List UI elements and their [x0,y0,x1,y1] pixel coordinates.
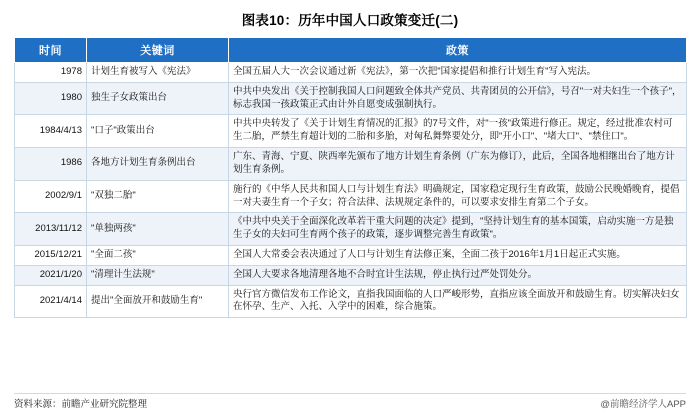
cell-keyword: 提出"全面放开和鼓励生育" [87,285,229,318]
cell-keyword: 独生子女政策出台 [87,82,229,115]
cell-keyword: 各地方计划生育条例出台 [87,148,229,181]
page-title: 图表10：历年中国人口政策变迁(二) [241,13,459,28]
policy-table [14,37,687,318]
cell-time: 1980 [15,82,87,115]
cell-policy: 全国人大常委会表决通过了人口与计划生育法修正案，全面二孩于2016年1月1日起正式实施。 [229,245,687,265]
cell-time: 1986 [15,148,87,181]
cell-policy: 全国五届人大一次会议通过新《宪法》，第一次把"国家提倡和推行计划生育"写入宪法。 [229,63,687,83]
cell-time: 2021/4/14 [15,285,87,318]
table-row [15,213,687,246]
column-header-policy: 政策 [229,38,687,63]
source-text: 资料来源：前瞻产业研究院整理 [14,399,148,410]
cell-policy: 央行官方微信发布工作论文，直指我国面临的人口严峻形势，直指应该全面放开和鼓励生育。切实解决妇女在怀孕、生产、入托、入学中的困难，综合施策。 [229,285,687,318]
cell-keyword: "单独两孩" [87,213,229,246]
cell-time: 2002/9/1 [15,180,87,213]
cell-time: 2015/12/21 [15,245,87,265]
table-row [15,82,687,115]
table-row [15,115,687,148]
footer-divider [14,393,686,394]
table-row [15,265,687,285]
cell-policy: 《中共中央关于全面深化改革若干重大问题的决定》提到，"坚持计划生育的基本国策，启动实施一方是独生子女的夫妇可生育两个孩子的政策，逐步调整完善生育政策"。 [229,213,687,246]
cell-policy: 全国人大要求各地清理各地不合时宜计生法规，停止执行过严处罚处分。 [229,265,687,285]
cell-time: 1978 [15,63,87,83]
table-row [15,285,687,318]
cell-keyword: 计划生育被写入《宪法》 [87,63,229,83]
column-header-time: 时间 [15,38,87,63]
cell-keyword: "全面二孩" [87,245,229,265]
cell-time: 2021/1/20 [15,265,87,285]
table-row [15,63,687,83]
cell-policy: 中共中央转发了《关于计划生育情况的汇报》的7号文件，对"一孩"政策进行修正。规定，经过批准农村可生二胎，严禁生育超计划的二胎和多胎，对匈私舞弊要处分，即"开小口"、"堵大口"、"禁住口"。 [229,115,687,148]
cell-policy: 施行的《中华人民共和国人口与计划生育法》明确规定，国家稳定现行生育政策，鼓励公民晚婚晚育，提倡一对夫妻生育一个子女；符合法律、法规规定条件的，可以要求安排生育第二个子女。 [229,180,687,213]
column-header-keyword: 关键词 [87,38,229,63]
table-header-row [15,38,687,63]
cell-keyword: "口子"政策出台 [87,115,229,148]
table-row [15,148,687,181]
cell-policy: 广东、青海、宁夏、陕西率先颁布了地方计划生育条例（广东为修订），此后，全国各地相继出台了地方计划生育条例。 [229,148,687,181]
cell-keyword: "清理计生法规" [87,265,229,285]
footer [14,396,686,410]
cell-time: 1984/4/13 [15,115,87,148]
brand-watermark: @前瞻经济学人APP [600,399,686,410]
cell-keyword: "双独二胎" [87,180,229,213]
cell-time: 2013/11/12 [15,213,87,246]
table-row [15,180,687,213]
cell-policy: 中共中央发出《关于控制我国人口问题致全体共产党员、共青团员的公开信》，号召"一对夫妇生一个孩子"，标志我国一孩政策正式由计外自愿变成强制执行。 [229,82,687,115]
table-row [15,245,687,265]
